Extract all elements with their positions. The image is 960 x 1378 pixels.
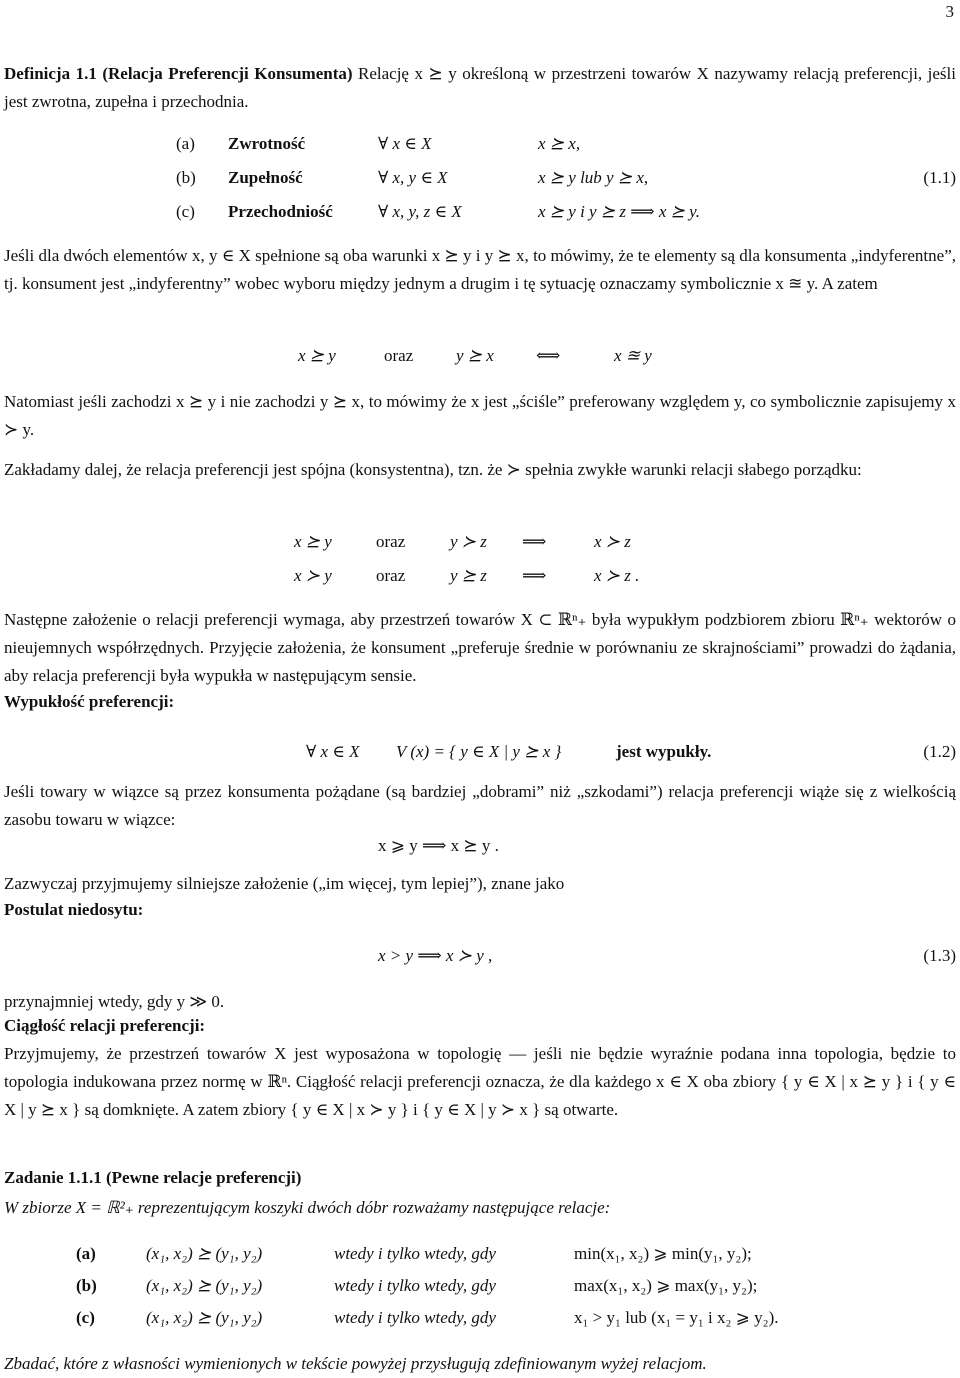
property-letter: (c) [176,202,195,221]
task-item-relation: (x₁, x₂) ⪰ (y₁, y₂) [146,1276,263,1295]
task-item-condition: wtedy i tylko wtedy, gdy [334,1276,496,1295]
order-row [0,564,960,588]
property-letter: (a) [176,134,195,153]
task-item-rhs: x₁ > y₁ lub (x₁ = y₁ i x₂ ⩾ y₂). [574,1308,779,1327]
eq-connector: oraz [376,566,406,585]
goods-equation: x ⩾ y ⟹ x ⪰ y . [378,836,499,855]
eq-body: V (x) = { y ∈ X | y ⪰ x } [396,742,562,761]
task-item-condition: wtedy i tylko wtedy, gdy [334,1308,496,1327]
task-item-letter: (b) [76,1276,97,1295]
eq-term: x ≻ y [294,566,332,585]
property-condition: x ⪰ x, [538,134,581,153]
task-closing: Zbadać, które z własności wymienionych w tekście powyżej przysługują zdefiniowanym wyżej relacjom. [4,1354,707,1373]
stronger-assumption-paragraph: Zazwyczaj przyjmujemy silniejsze założenie („im więcej, tym lepiej”), znane jako [4,874,565,893]
eq-arrow: ⟺ [536,346,561,365]
equation-number: (1.3) [923,946,956,965]
eq-tail: jest wypukły. [616,742,712,761]
continuity-paragraph: Przyjmujemy, że przestrzeń towarów X jest wyposażona w topologię — jeśli nie będzie wyraźnie podana inna topologia, będzie to topologia indukowana przez normę w ℝⁿ. Ciągłość relacji preferencji oznacza, że dla każdego x ∈ X oba zbiory { y ∈ X | x ⪰ y } i { y ∈ X | y ⪰ x } są domknięte. A zatem zbiory { y ∈ X | x ≻ y } i { y ∈ X | y ≻ x } są otwarte. [4,1044,956,1119]
task-item [0,1242,960,1266]
convexity-paragraph: Następne założenie o relacji preferencji wymaga, aby przestrzeń towarów X ⊂ ℝⁿ₊ była wypukłym podzbiorem zbioru ℝⁿ₊ wektorów o nieujemnych współrzędnych. Przyjęcie założenia, że konsument „preferuje średnie w porównaniu ze skrajnościami” prowadzi do żądania, aby relacja preferencji była wypukła w następującym sensie. [4,610,956,685]
consistency-paragraph: Zakładamy dalej, że relacja preferencji jest spójna (konsystentna), tzn. że ≻ spełnia zwykłe warunki relacji słabego porządku: [4,460,862,479]
definition-label: Definicja 1.1 (Relacja Preferencji Konsumenta) [4,64,353,83]
task-item-letter: (c) [76,1308,95,1327]
strict-paragraph: Natomiast jeśli zachodzi x ⪰ y i nie zachodzi y ⪰ x, to mówimy że x jest „ściśle” preferowany względem y, co symbolicznie zapisujemy x ≻ y. [4,392,956,439]
task-item-relation: (x₁, x₂) ⪰ (y₁, y₂) [146,1244,263,1263]
property-row [0,200,960,224]
eq-term: x ⪰ y [298,346,336,365]
property-condition: x ⪰ y i y ⪰ z ⟹ x ⪰ y. [538,202,700,221]
property-quantifier: ∀ x, y, z ∈ X [378,202,462,221]
eq-connector: oraz [384,346,414,365]
task-item-letter: (a) [76,1244,96,1263]
definition-text: Relację x ⪰ y określoną w przestrzeni towarów X nazywamy relacją preferencji, jeśli jest zwrotna, zupełna i przechodnia. [4,64,956,111]
eq-term: x ≻ z [594,532,631,551]
property-row [0,132,960,156]
task-item [0,1274,960,1298]
eq-term: x ⪰ y [294,532,332,551]
property-name: Przechodniość [228,202,333,221]
eq-body: x > y ⟹ x ≻ y , [378,946,493,965]
eq-term: y ⪰ x [456,346,494,365]
indifference-equation [0,344,960,368]
property-condition: x ⪰ y lub y ⪰ x, [538,168,649,187]
nonsatiation-heading: Postulat niedosytu: [4,900,144,919]
task-item-relation: (x₁, x₂) ⪰ (y₁, y₂) [146,1308,263,1327]
property-quantifier: ∀ x ∈ X [378,134,432,153]
property-quantifier: ∀ x, y ∈ X [378,168,448,187]
eq-arrow: ⟹ [522,532,547,551]
at-least-text: przynajmniej wtedy, gdy y ≫ 0. [4,992,225,1011]
eq-quantifier: ∀ x ∈ X [306,742,360,761]
eq-term: y ⪰ z [450,566,487,585]
task-item-rhs: max(x₁, x₂) ⩾ max(y₁, y₂); [574,1276,758,1295]
equation-number: (1.2) [923,742,956,761]
property-name: Zwrotność [228,134,306,153]
task-label: Zadanie 1.1.1 (Pewne relacje preferencji) [4,1168,302,1187]
task-item [0,1306,960,1330]
order-row [0,530,960,554]
eq-arrow: ⟹ [522,566,547,585]
equation-1-2 [0,740,960,764]
eq-term: x ≻ z . [594,566,640,585]
property-name: Zupełność [228,168,303,187]
page-number: 3 [945,2,954,21]
equation-1-3 [0,944,960,968]
convexity-heading: Wypukłość preferencji: [4,692,175,711]
property-letter: (b) [176,168,196,187]
eq-term: x ≊ y [614,346,652,365]
eq-connector: oraz [376,532,406,551]
task-item-condition: wtedy i tylko wtedy, gdy [334,1244,496,1263]
property-row [0,166,960,190]
task-intro: W zbiorze X = ℝ²₊ reprezentującym koszyki dwóch dóbr rozważamy następujące relacje: [4,1198,611,1217]
equation-number: (1.1) [923,168,956,187]
continuity-heading: Ciągłość relacji preferencji: [4,1016,206,1035]
eq-term: y ≻ z [450,532,487,551]
task-item-rhs: min(x₁, x₂) ⩾ min(y₁, y₂); [574,1244,752,1263]
goods-paragraph: Jeśli towary w wiązce są przez konsumenta pożądane (są bardziej „dobrami” niż „szkodami”) relacja preferencji wiąże się z wielkością zasobu towaru w wiązce: [4,782,956,829]
indifference-paragraph: Jeśli dla dwóch elementów x, y ∈ X spełnione są oba warunki x ⪰ y i y ⪰ x, to mówimy, że te elementy są dla konsumenta „indyferentne”, tj. konsument jest „indyferentny” wobec wyboru między jednym a drugim i tę sytuację oznaczamy symbolicznie x ≊ y. A zatem [4,246,956,293]
definition-paragraph [4,60,956,116]
